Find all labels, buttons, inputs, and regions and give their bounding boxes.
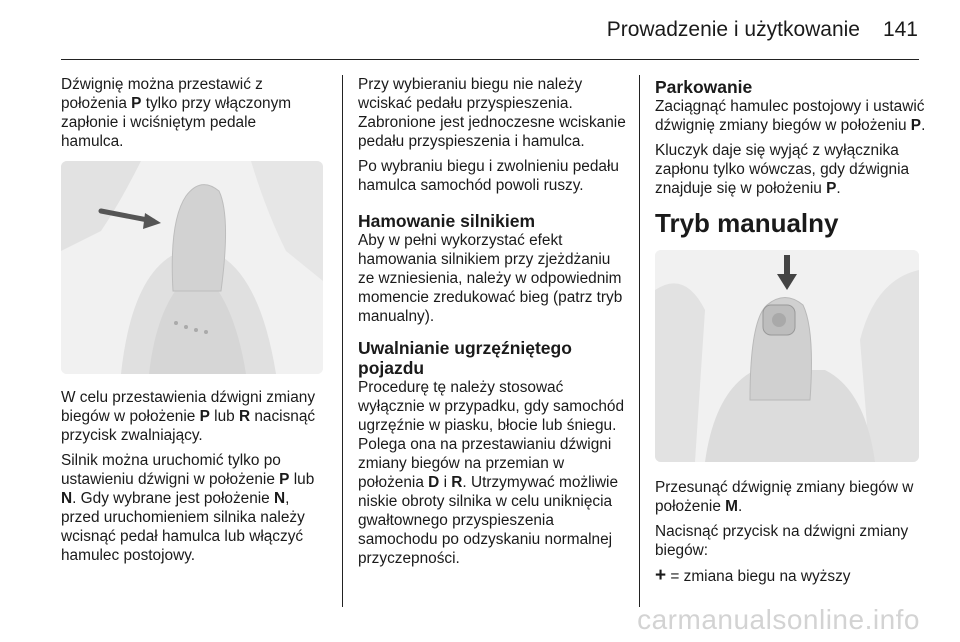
gear-lever-release-figure — [61, 161, 323, 374]
paragraph-rocking: Procedurę tę należy stosować wyłącznie w przypadku, gdy samochód ugrzęźnie w piasku, błocie lub śniegu. Polega ona na przestawianiu dźwigni zmiany biegów na przemian w położenia D i R. Utrzymywać możliwie niskie obroty silnika w celu uniknięcia gwałtownego przyspieszenia samochodu po odzyskaniu normalnej przyczepności. — [358, 379, 625, 567]
paragraph-release-button: W celu przestawienia dźwigni zmiany biegów w położenie P lub R nacisnąć przycisk zwalniający. — [61, 389, 316, 444]
column-1 — [61, 75, 329, 571]
heading-release-stuck-vehicle: Uwalnianie ugrzęźniętego pojazdu — [358, 338, 572, 378]
paragraph-engine-start: Silnik można uruchomić tylko po ustawieniu dźwigni w położenie P lub N. Gdy wybrane jest położenie N, przed uruchomieniem silnika należy wcisnąć pedał hamulca lub włączyć hamulec postojowy. — [61, 452, 315, 564]
paragraph-press-button: Nacisnąć przycisk na dźwigni zmiany biegów: — [655, 523, 909, 559]
column-divider-2 — [639, 75, 640, 607]
paragraph-parking: Zaciągnąć hamulec postojowy i ustawić dźwignię zmiany biegów w położeniu P. — [655, 98, 926, 134]
paragraph-upshift: + = zmiana biegu na wyższy — [655, 565, 851, 586]
heading-parking: Parkowanie — [655, 77, 753, 97]
paragraph-vehicle-creep: Po wybraniu biegu i zwolnieniu pedału hamulca samochód powoli ruszy. — [358, 158, 619, 194]
manual-mode-figure — [655, 250, 919, 462]
column-3 — [655, 75, 927, 592]
column-divider-1 — [342, 75, 343, 607]
paragraph-key-removal: Kluczyk daje się wyjąć z wyłącznika zapłonu tylko wówczas, gdy dźwignia znajduje się w położeniu P. — [655, 142, 910, 197]
paragraph-no-accelerator: Przy wybieraniu biegu nie należy wciskać pedału przyspieszenia. Zabronione jest jednoczesne wciskanie pedału przyspieszenia i hamulca. — [358, 76, 626, 150]
paragraph-lever-positions: Dźwignię można przestawić z położenia P tylko przy włączonym zapłonie i wciśniętym pedale hamulca. — [61, 76, 292, 150]
heading-manual-mode: Tryb manualny — [655, 208, 839, 238]
page-number: 141 — [882, 18, 918, 41]
page-header — [0, 0, 960, 62]
plus-icon: + — [655, 565, 667, 586]
watermark: carmanualsonline.info — [637, 604, 920, 635]
column-2 — [358, 75, 626, 574]
heading-engine-braking: Hamowanie silnikiem — [358, 211, 536, 231]
header-rule — [61, 59, 919, 60]
paragraph-engine-braking: Aby w pełni wykorzystać efekt hamowania silnikiem przy zjeżdżaniu ze wzniesienia, należy w odpowiednim momencie zredukować bieg (patrz tryb manualny). — [358, 232, 623, 325]
header-title: Prowadzenie i użytkowanie — [606, 18, 860, 41]
paragraph-move-lever-m: Przesunąć dźwignię zmiany biegów w położenie M. — [655, 479, 914, 515]
